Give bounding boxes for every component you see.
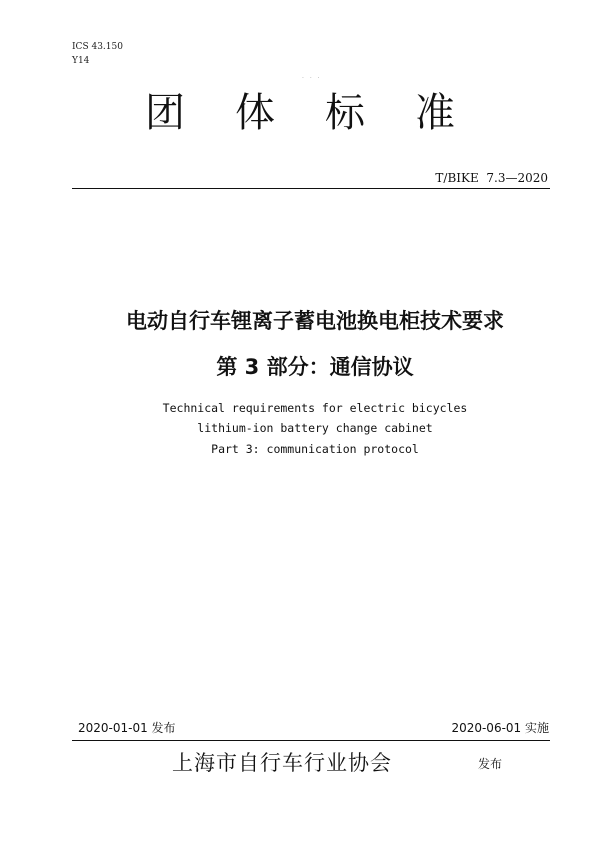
implement-date: 2020-06-01 实施: [451, 721, 549, 735]
heading-char-3: 标: [325, 90, 365, 136]
standard-number: T/BIKE 7.3—2020: [435, 171, 548, 185]
chinese-title-line-2: 第 3 部分：通信协议: [216, 355, 414, 379]
classification-code: Y14: [72, 56, 90, 66]
publish-date: 2020-01-01 发布: [78, 721, 176, 735]
english-title-line-1: Technical requirements for electric bicycles: [162, 401, 468, 415]
english-title-line-3: Part 3: communication protocol: [211, 442, 419, 456]
footer-rule: [72, 740, 550, 741]
header-rule: [72, 188, 550, 189]
english-title-line-2: lithium-ion battery change cabinet: [197, 421, 433, 435]
heading-char-4: 准: [415, 90, 455, 136]
standard-type-heading: [0, 88, 600, 138]
issuer-suffix: 发布: [478, 757, 503, 771]
heading-char-1: 团: [145, 90, 185, 136]
decorative-dots: . . .: [302, 73, 322, 80]
ics-code: ICS 43.150: [72, 42, 123, 52]
chinese-title-line-1: 电动自行车锂离子蓄电池换电柜技术要求: [126, 309, 504, 333]
issuer-name: 上海市自行车行业协会: [172, 751, 392, 775]
heading-char-2: 体: [235, 90, 275, 136]
